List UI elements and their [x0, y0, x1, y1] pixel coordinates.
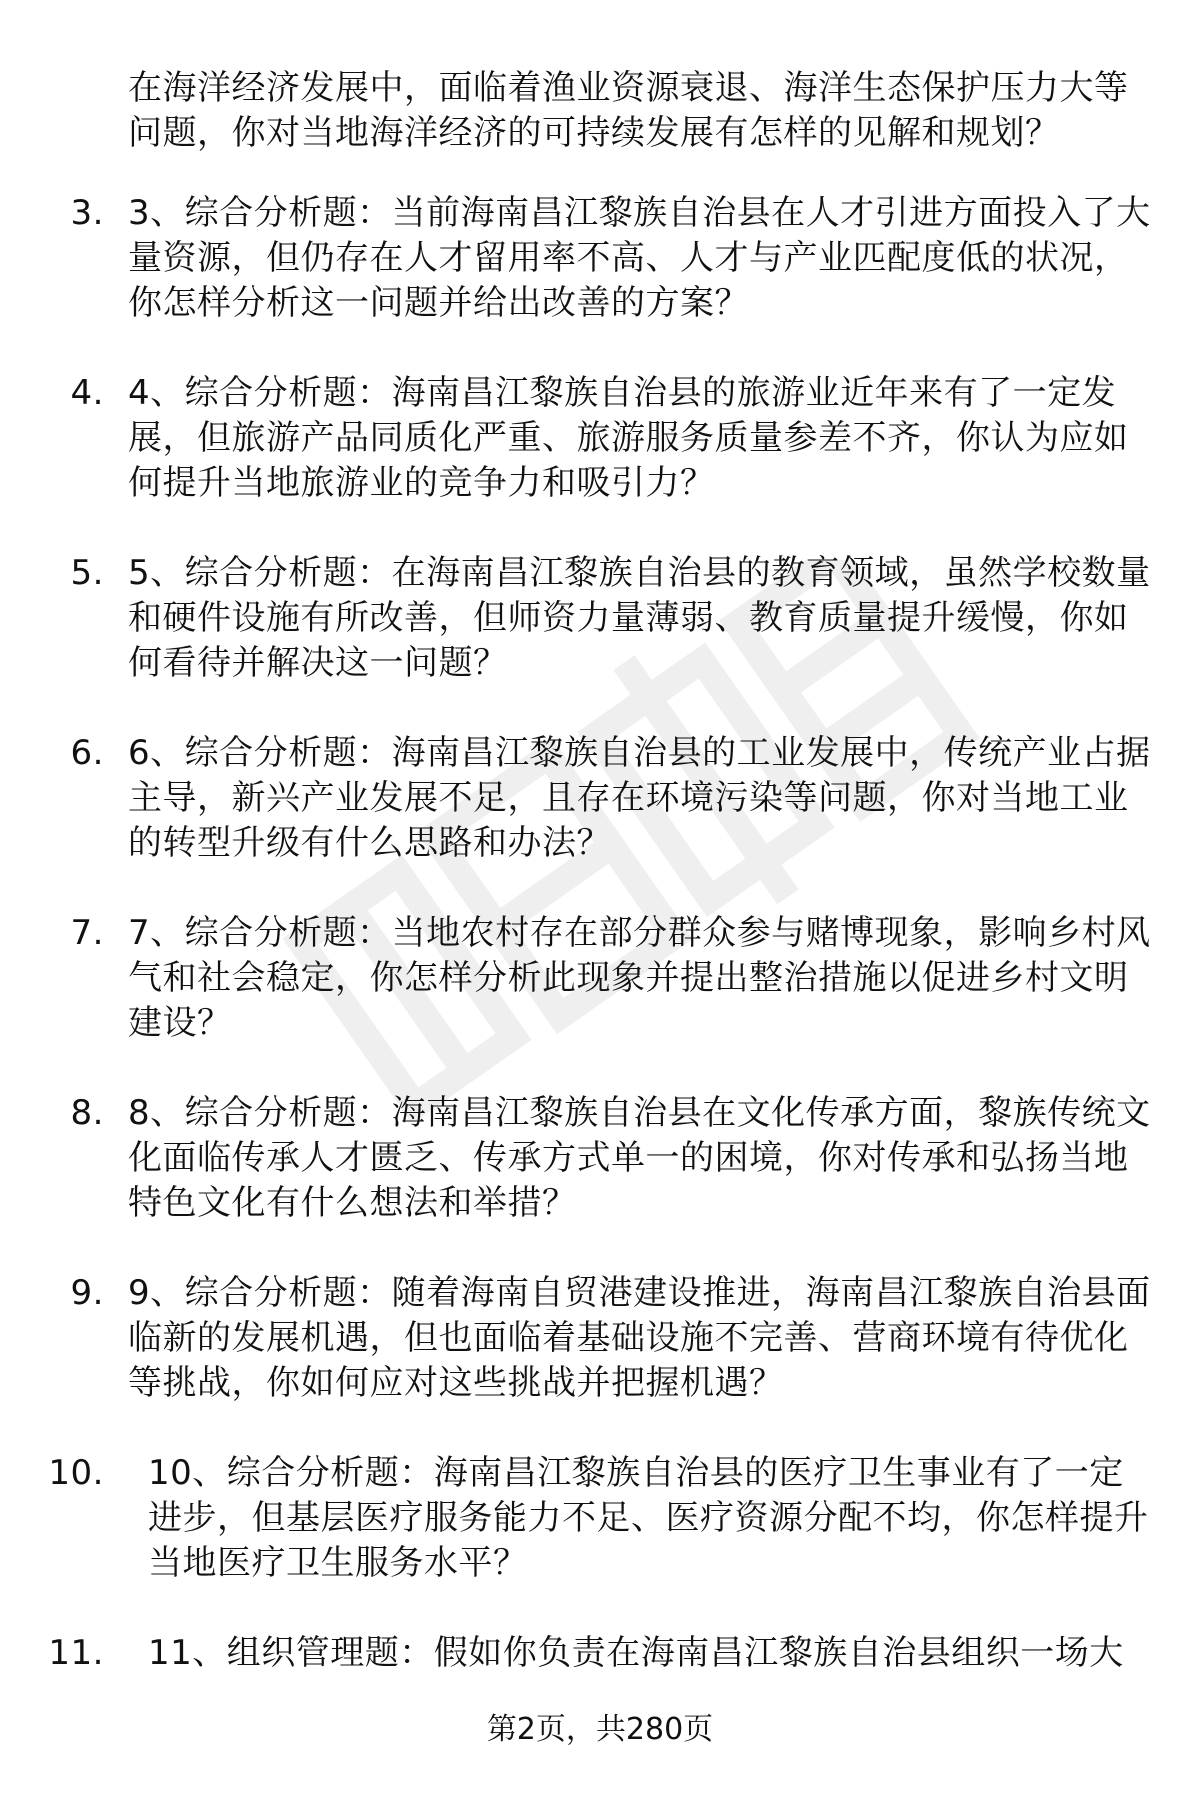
- item-text: 4、综合分析题：海南昌江黎族自治县的旅游业近年来有了一定发展，但旅游产品同质化严重、旅游服务质量参差不齐，你认为应如何提升当地旅游业的竞争力和吸引力？: [128, 373, 1129, 503]
- item-text: 7、综合分析题：当地农村存在部分群众参与赌博现象，影响乡村风气和社会稳定，你怎样分析此现象并提出整治措施以促进乡村文明建设？: [128, 913, 1151, 1043]
- item-text: 5、综合分析题：在海南昌江黎族自治县的教育领域，虽然学校数量和硬件设施有所改善，但师资力量薄弱、教育质量提升缓慢，你如何看待并解决这一问题？: [128, 553, 1151, 683]
- list-item: [0, 371, 1200, 551]
- item-text: 10、综合分析题：海南昌江黎族自治县的医疗卫生事业有了一定进步，但基层医疗服务能力不足、医疗资源分配不均，你怎样提升当地医疗卫生服务水平？: [148, 1453, 1149, 1583]
- item-number: 5.: [70, 553, 104, 593]
- item-number: 9.: [70, 1273, 104, 1313]
- item-text: 8、综合分析题：海南昌江黎族自治县在文化传承方面，黎族传统文化面临传承人才匮乏、传承方式单一的困境，你对传承和弘扬当地特色文化有什么想法和举措？: [128, 1093, 1151, 1223]
- item-number: 4.: [70, 373, 104, 413]
- list-item: [0, 551, 1200, 731]
- item-number: 8.: [70, 1093, 104, 1133]
- intro-paragraph: 在海洋经济发展中，面临着渔业资源衰退、海洋生态保护压力大等问题，你对当地海洋经济的可持续发展有怎样的见解和规划？: [128, 68, 1129, 153]
- question-list: [0, 191, 1200, 1811]
- list-item: [0, 911, 1200, 1091]
- list-item: [0, 731, 1200, 911]
- item-number: 6.: [70, 733, 104, 773]
- item-number: 10.: [48, 1453, 104, 1493]
- list-item: [0, 1271, 1200, 1451]
- page-number-footer: 第2页，共280页: [486, 1712, 714, 1747]
- item-number: 7.: [70, 913, 104, 953]
- item-text: 11、组织管理题：假如你负责在海南昌江黎族自治县组织一场大: [148, 1633, 1124, 1673]
- item-number: 11.: [48, 1633, 104, 1673]
- list-item: [0, 1091, 1200, 1271]
- item-number: 3.: [70, 193, 104, 233]
- list-item: [0, 1451, 1200, 1631]
- item-text: 6、综合分析题：海南昌江黎族自治县的工业发展中，传统产业占据主导，新兴产业发展不足，且存在环境污染等问题，你对当地工业的转型升级有什么思路和办法？: [128, 733, 1151, 863]
- item-text: 9、综合分析题：随着海南自贸港建设推进，海南昌江黎族自治县面临新的发展机遇，但也面临着基础设施不完善、营商环境有待优化等挑战，你如何应对这些挑战并把握机遇？: [128, 1273, 1151, 1403]
- list-item: [0, 191, 1200, 371]
- item-text: 3、综合分析题：当前海南昌江黎族自治县在人才引进方面投入了大量资源，但仍存在人才留用率不高、人才与产业匹配度低的状况，你怎样分析这一问题并给出改善的方案？: [128, 193, 1151, 323]
